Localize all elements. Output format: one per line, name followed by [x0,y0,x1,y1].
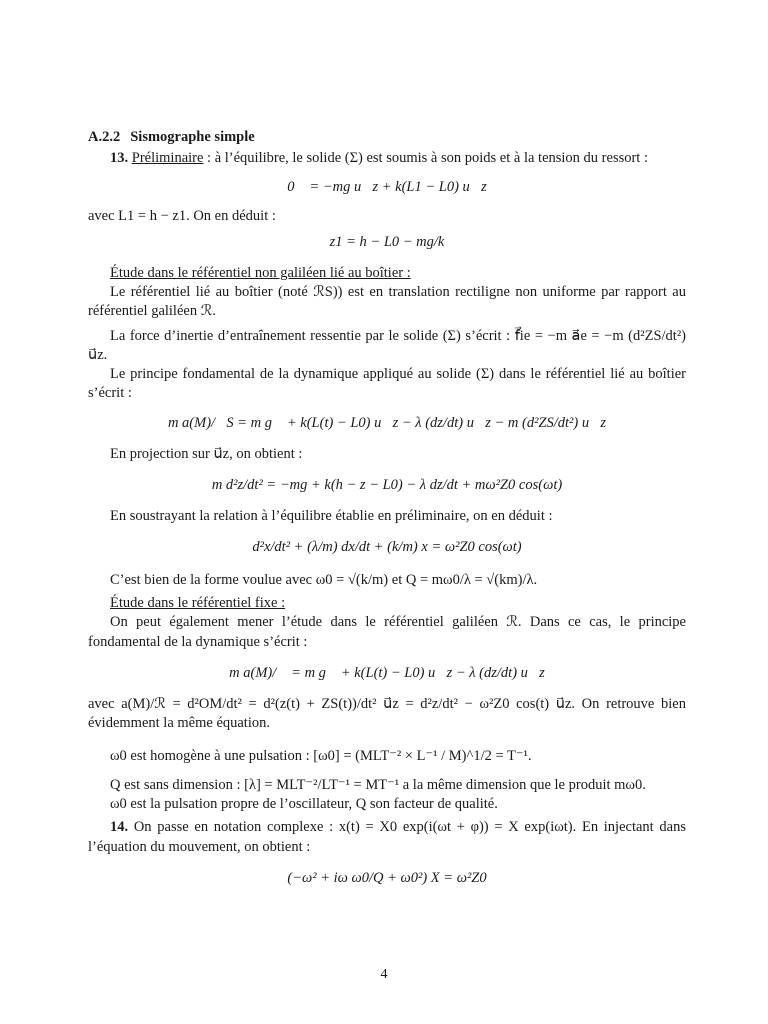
paragraph-inertia-force: La force d’inertie d’entraînement ressentie par le solide (Σ) s’écrit : f⃗ie = −m a⃗e = −m (d²ZS/dt²) u⃗z. [88,328,686,364]
equation-pfd-noninertial: m a(M)/ℛS = m g⃗ + k(L(t) − L0) u⃗z − λ (dz/dt) u⃗z − m (d²ZS/dt²) u⃗z [167,414,607,431]
subsection-non-galilean: Étude dans le référentiel non galiléen lié au boîtier : [110,264,411,281]
paragraph-omega0-q: C’est bien de la forme voulue avec ω0 = √(k/m) et Q = mω0/λ = √(km)/λ. [110,572,538,589]
paragraph-galilean: On peut également mener l’étude dans le référentiel galiléen ℛ. Dans ce cas, le principe fondamental de la dynamique s’écrit : [88,614,686,650]
paragraph-q-dimension: Q est sans dimension : [λ] = MLT⁻²/LT⁻¹ = MT⁻¹ a la même dimension que le produit mω0. [110,777,646,794]
section-title: Sismographe simple [130,129,255,145]
q14-text: On passe en notation complexe : x(t) = X0 exp(i(ωt + φ)) = X exp(iωt). En injectant dans l’équation du mouvement, on obtient : [88,819,686,855]
equation-pfd-galilean: m a(M)/ℛ = m g⃗ + k(L(t) − L0) u⃗z − λ (dz/dt) u⃗z [229,664,545,681]
paragraph-acceleration: avec a(M)/ℛ = d²OM/dt² = d²(z(t) + ZS(t))/dt² u⃗z = d²z/dt² − ω²Z0 cos(t) u⃗z. On retrouve bien évidemment la même équation. [88,695,686,731]
paragraph-referential: Le référentiel lié au boîtier (noté ℛS)) est en translation rectiligne non uniforme par rapport au référentiel galiléen ℛ. [88,283,686,319]
equation-equilibrium: 0⃗ = −mg u⃗z + k(L1 − L0) u⃗z [287,179,487,196]
line-avec: avec L1 = h − z1. On en déduit : [88,208,276,225]
page-number: 4 [380,967,388,982]
paragraph-pfd: Le principe fondamental de la dynamique appliqué au solide (Σ) dans le référentiel lié au boîtier s’écrit : [88,366,686,402]
page-content [88,128,686,896]
equation-oscillator: d²x/dt² + (λ/m) dx/dt + (k/m) x = ω²Z0 cos(ωt) [252,539,522,555]
equation-projection: m d²z/dt² = −mg + k(h − z − L0) − λ dz/dt + mω²Z0 cos(ωt) [211,476,563,493]
equation-complex: (−ω² + iω ω0/Q + ω0²) X = ω²Z0 [287,869,487,886]
q13-intro-text: : à l’équilibre, le solide (Σ) est soumis à son poids et à la tension du ressort : [203,150,648,167]
paragraph-omega0-dimension: ω0 est homogène à une pulsation : [ω0] = (MLT⁻² × L⁻¹ / M)^1/2 = T⁻¹. [110,748,532,764]
section-number: A.2.2 [88,129,121,145]
subsection-fixed: Étude dans le référentiel fixe : [110,595,286,612]
q14-paragraph [88,818,686,856]
paragraph-projection: En projection sur u⃗z, on obtient : [110,445,303,462]
q14-number: 14. [110,819,129,836]
section-heading [88,128,686,147]
q13-intro [88,149,686,168]
q13-number: 13. [110,150,129,167]
equation-z1: z1 = h − L0 − mg/k [329,233,445,250]
q13-heading: Préliminaire [131,150,204,167]
paragraph-own-pulsation: ω0 est la pulsation propre de l’oscillateur, Q son facteur de qualité. [110,796,498,813]
paragraph-subtract: En soustrayant la relation à l’équilibre établie en préliminaire, on en déduit : [110,507,553,524]
